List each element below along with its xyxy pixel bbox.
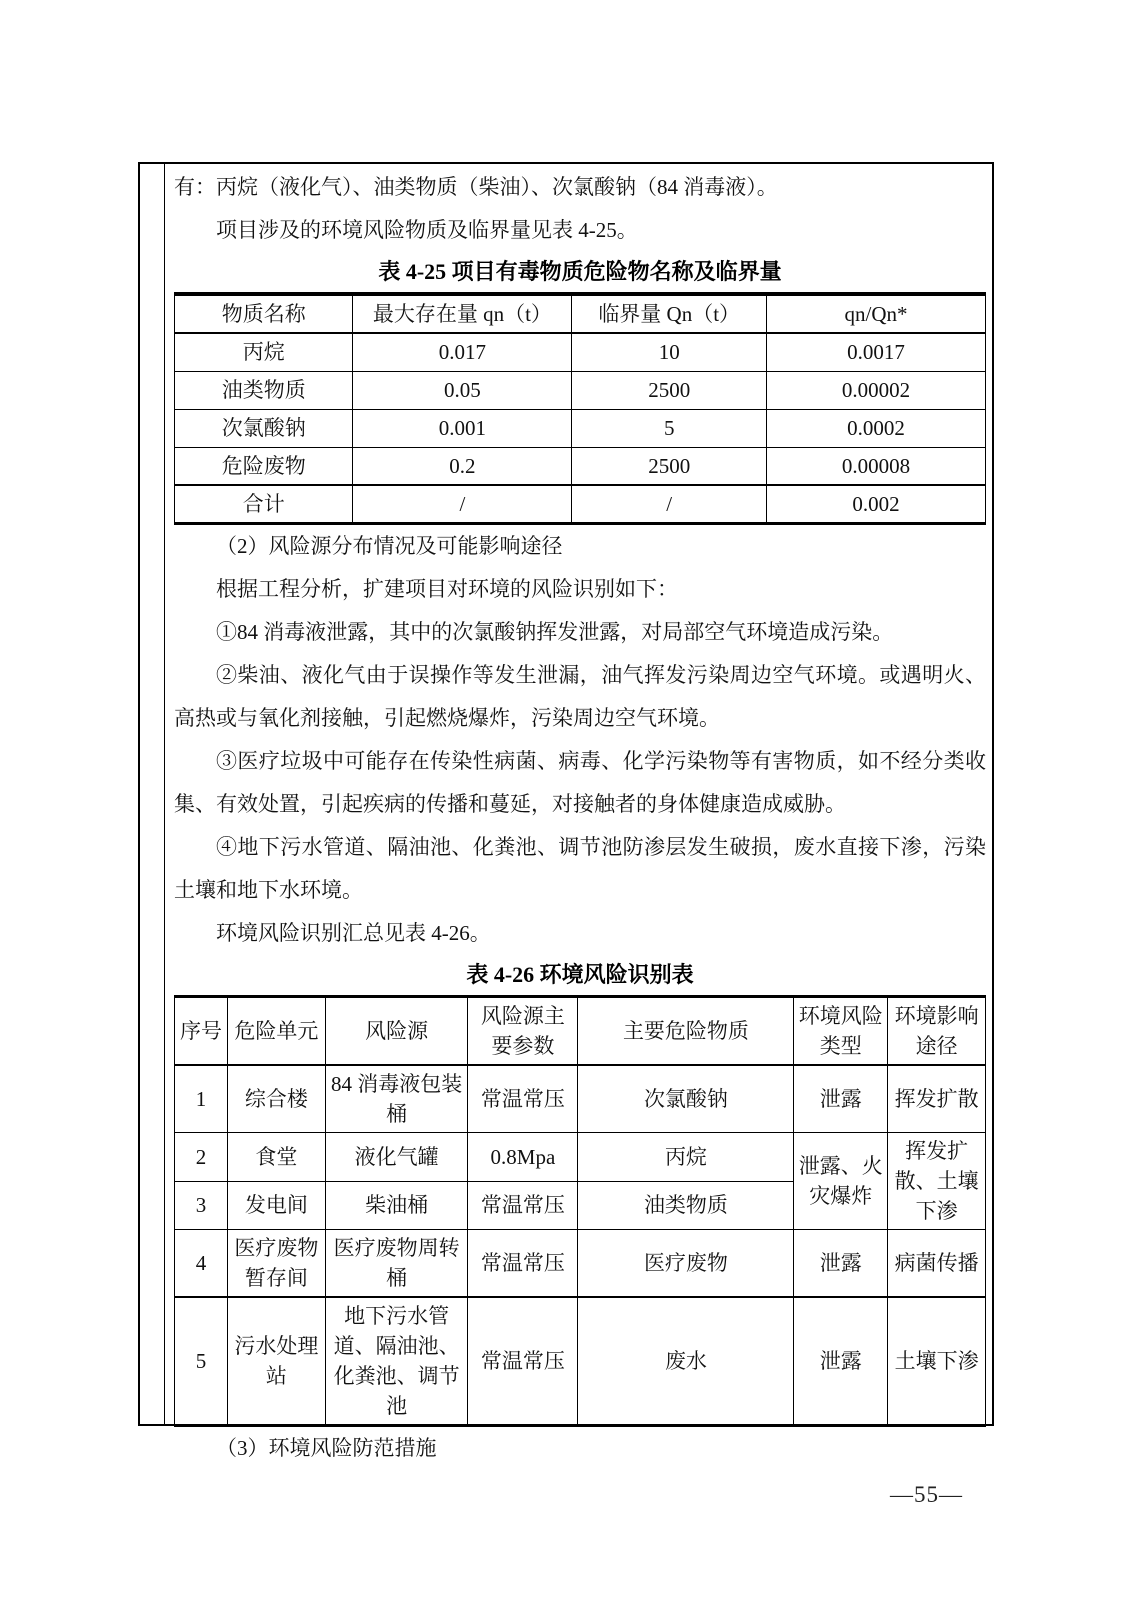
cell: 0.002: [767, 485, 986, 524]
cell: 医疗废物周转桶: [325, 1230, 468, 1298]
frame-gutter-column: [140, 164, 165, 1424]
table-25: [174, 292, 986, 525]
cell: 常温常压: [468, 1181, 578, 1230]
cell: 2: [175, 1133, 228, 1182]
cell-merged-impact-path: 挥发扩散、土壤下渗: [888, 1133, 986, 1230]
cell: 2500: [572, 447, 767, 485]
table-row: [175, 1133, 986, 1182]
table-26-title: 表 4-26 环境风险识别表: [466, 962, 694, 987]
cell: 5: [572, 409, 767, 447]
table-row: [175, 1230, 986, 1298]
cell: 发电间: [227, 1181, 325, 1230]
cell: 油类物质: [175, 371, 353, 409]
table-26-header-row: [175, 997, 986, 1066]
cell: 挥发扩散: [888, 1065, 986, 1133]
cell: 污水处理站: [227, 1297, 325, 1426]
cell: 3: [175, 1181, 228, 1230]
header-cell: qn/Qn*: [767, 294, 986, 333]
cell: 油类物质: [578, 1181, 794, 1230]
cell: 84 消毒液包装桶: [325, 1065, 468, 1133]
table-row: [175, 1297, 986, 1426]
header-cell: 环境风险类型: [794, 997, 888, 1066]
paragraph-risk-3: ③医疗垃圾中可能存在传染性病菌、病毒、化学污染物等有害物质，如不经分类收集、有效处置，引起疾病的传播和蔓延，对接触者的身体健康造成威胁。: [174, 749, 986, 816]
cell: 综合楼: [227, 1065, 325, 1133]
cell: 医疗废物暂存间: [227, 1230, 325, 1298]
cell: 常温常压: [468, 1297, 578, 1426]
cell: 0.8Mpa: [468, 1133, 578, 1182]
table-row: [175, 447, 986, 485]
table-row: [175, 371, 986, 409]
header-cell: 风险源: [325, 997, 468, 1066]
cell: 4: [175, 1230, 228, 1298]
cell: 泄露: [794, 1065, 888, 1133]
cell: 5: [175, 1297, 228, 1426]
table-25-title: 表 4-25 项目有毒物质危险物名称及临界量: [378, 259, 782, 284]
cell: 0.05: [353, 371, 572, 409]
cell: 1: [175, 1065, 228, 1133]
cell: /: [353, 485, 572, 524]
cell: 液化气罐: [325, 1133, 468, 1182]
header-cell: 危险单元: [227, 997, 325, 1066]
cell: 次氯酸钠: [578, 1065, 794, 1133]
header-cell: 物质名称: [175, 294, 353, 333]
cell: 土壤下渗: [888, 1297, 986, 1426]
cell: 医疗废物: [578, 1230, 794, 1298]
paragraph-risk-4: ④地下污水管道、隔油池、化粪池、调节池防渗层发生破损，废水直接下渗，污染土壤和地下水环境。: [174, 835, 986, 902]
cell: 合计: [175, 485, 353, 524]
table-row: [175, 1065, 986, 1133]
document-content: [166, 164, 992, 1460]
table-26: [174, 995, 986, 1427]
cell: 病菌传播: [888, 1230, 986, 1298]
table-row: [175, 409, 986, 447]
cell: 泄露: [794, 1230, 888, 1298]
header-cell: 序号: [175, 997, 228, 1066]
cell: 泄露: [794, 1297, 888, 1426]
cell: 柴油桶: [325, 1181, 468, 1230]
table-row: [175, 485, 986, 524]
cell: 次氯酸钠: [175, 409, 353, 447]
header-cell: 主要危险物质: [578, 997, 794, 1066]
cell: 0.0017: [767, 333, 986, 371]
header-cell: 临界量 Qn（t）: [572, 294, 767, 333]
cell: 0.00008: [767, 447, 986, 485]
cell: 丙烷: [175, 333, 353, 371]
page-number: —55—: [890, 1482, 963, 1507]
paragraph-risk-2: ②柴油、液化气由于误操作等发生泄漏，油气挥发污染周边空气环境。或遇明火、高热或与氧化剂接触，引起燃烧爆炸，污染周边空气环境。: [174, 663, 986, 730]
paragraph-substances: 有：丙烷（液化气）、油类物质（柴油）、次氯酸钠（84 消毒液）。: [174, 175, 778, 199]
header-cell: 环境影响途径: [888, 997, 986, 1066]
cell: 2500: [572, 371, 767, 409]
paragraph-see-table-26: 环境风险识别汇总见表 4-26。: [216, 921, 491, 945]
paragraph-prevention-heading: （3）环境风险防范措施: [216, 1436, 437, 1460]
table-row: [175, 333, 986, 371]
cell: 常温常压: [468, 1230, 578, 1298]
table-25-header-row: [175, 294, 986, 333]
cell: 0.2: [353, 447, 572, 485]
cell: 0.001: [353, 409, 572, 447]
cell: 0.017: [353, 333, 572, 371]
cell: 10: [572, 333, 767, 371]
paragraph-analysis-intro: 根据工程分析，扩建项目对环境的风险识别如下：: [216, 577, 678, 601]
paragraph-risk-1: ①84 消毒液泄露，其中的次氯酸钠挥发泄露，对局部空气环境造成污染。: [216, 620, 894, 644]
cell: 废水: [578, 1297, 794, 1426]
document-frame: [138, 162, 994, 1460]
paragraph-see-table-25: 项目涉及的环境风险物质及临界量见表 4-25。: [216, 218, 638, 242]
cell: 0.00002: [767, 371, 986, 409]
header-cell: 最大存在量 qn（t）: [353, 294, 572, 333]
cell: 地下污水管道、隔油池、化粪池、调节池: [325, 1297, 468, 1426]
cell: 丙烷: [578, 1133, 794, 1182]
cell: 危险废物: [175, 447, 353, 485]
paragraph-risk-source-heading: （2）风险源分布情况及可能影响途径: [216, 534, 563, 558]
cell: 食堂: [227, 1133, 325, 1182]
cell: /: [572, 485, 767, 524]
cell-merged-risk-type: 泄露、火灾爆炸: [794, 1133, 888, 1230]
header-cell: 风险源主要参数: [468, 997, 578, 1066]
cell: 常温常压: [468, 1065, 578, 1133]
cell: 0.0002: [767, 409, 986, 447]
